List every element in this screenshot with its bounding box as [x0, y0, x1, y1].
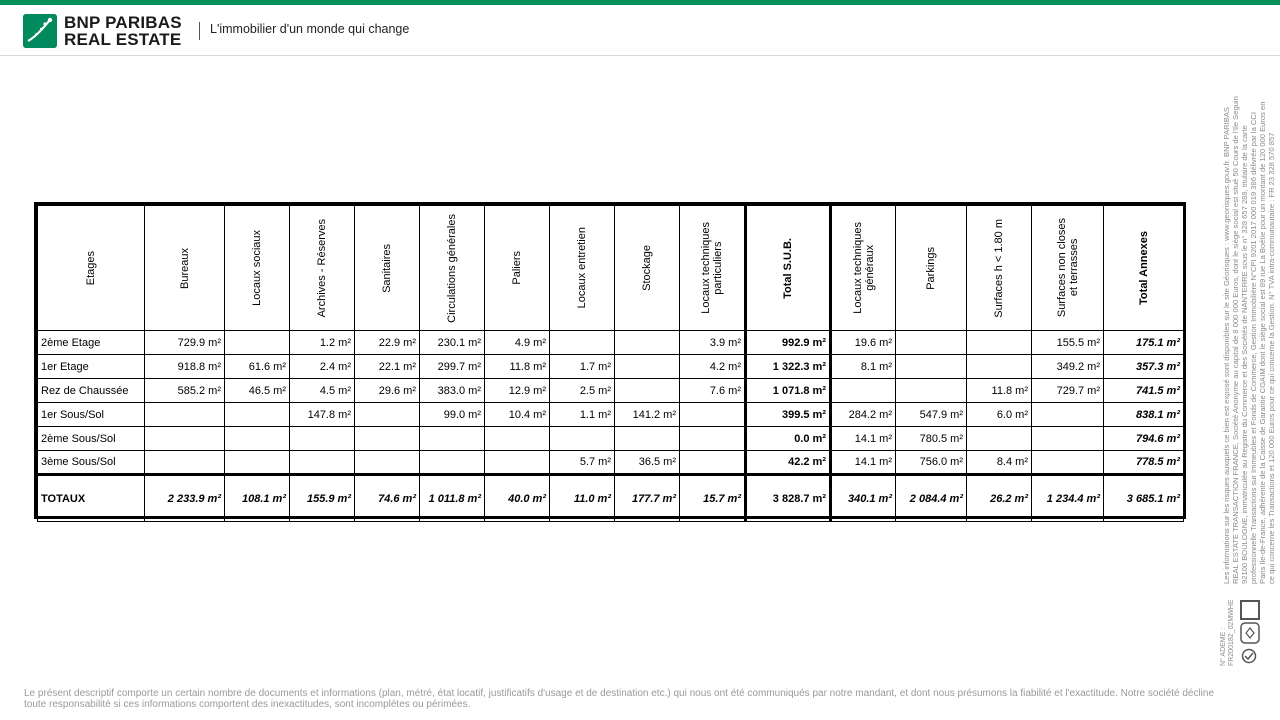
qr-code-icon — [1240, 600, 1260, 620]
table-cell: 756.0 m² — [896, 451, 967, 475]
table-cell: 299.7 m² — [420, 355, 485, 379]
column-header — [38, 206, 145, 331]
column-header-label: Archives - Réserves — [316, 218, 328, 318]
table-cell: 778.5 m² — [1104, 451, 1184, 475]
column-header — [1104, 206, 1184, 331]
table-cell: 780.5 m² — [896, 427, 967, 451]
table-cell: 1 322.3 m² — [746, 355, 831, 379]
table-row — [38, 403, 1184, 427]
table-cell: 729.9 m² — [145, 331, 225, 355]
table-cell — [225, 427, 290, 451]
row-label: 2ème Sous/Sol — [38, 427, 145, 451]
table-row — [38, 427, 1184, 451]
table-cell — [290, 427, 355, 451]
column-header — [831, 206, 896, 331]
column-header-label: Etages — [85, 250, 97, 286]
ademe-number — [1218, 598, 1240, 668]
table-row — [38, 451, 1184, 475]
table-cell: 349.2 m² — [1032, 355, 1104, 379]
table-cell: 383.0 m² — [420, 379, 485, 403]
column-header — [967, 206, 1032, 331]
legal-notice-text: Les informations sur les risques auxquels ce bien est exposé sont disponibles sur le site Géorisques : www.georisques.gouv.fr. BNP PARIBAS REAL ESTATE TRANSACTION FRANCE, Société Anonyme au capital de 8 000 000 Euros, dont le siège social est situé 50 Cours de l'Ile Seguin 92100 BOULOGNE, immatriculée au Registre du Commerce et des Sociétés de NANTERRE sous le n° 328 657 288, titulaire de la carte professionnelle Transactions sur Immeubles et Fonds de Commerce, Gestion Immobilière N°CPI 9201 2017 000 019 386 délivrée par la CCI Paris Ile-de-France, adhérente de la Caisse de Garantie CGAIM dont le siège social est 89 rue La Boétie pour un montant de 120 000 Euros en ce qui concerne les Transactions et 120 000 Euros pour ce qui concerne la Gestion. N° TVA intra-communautaire : FR 23 328 570 857 — [1222, 96, 1276, 584]
totals-cell: 1 011.8 m² — [420, 475, 485, 522]
table-cell: 1.7 m² — [550, 355, 615, 379]
table-cell: 357.3 m² — [1104, 355, 1184, 379]
table-cell: 99.0 m² — [420, 403, 485, 427]
table-cell: 175.1 m² — [1104, 331, 1184, 355]
table-cell: 1 071.8 m² — [746, 379, 831, 403]
table-cell: 918.8 m² — [145, 355, 225, 379]
column-header-label: Stockage — [641, 245, 653, 291]
table-cell — [967, 355, 1032, 379]
table-cell: 1.2 m² — [290, 331, 355, 355]
totals-cell: 26.2 m² — [967, 475, 1032, 522]
row-label: 1er Sous/Sol — [38, 403, 145, 427]
totals-cell: 1 234.4 m² — [1032, 475, 1104, 522]
table-cell: 14.1 m² — [831, 451, 896, 475]
table-cell: 11.8 m² — [967, 379, 1032, 403]
table-cell: 838.1 m² — [1104, 403, 1184, 427]
table-cell: 4.9 m² — [485, 331, 550, 355]
stamp-icon — [1240, 648, 1258, 664]
table-cell: 147.8 m² — [290, 403, 355, 427]
table-cell — [145, 427, 225, 451]
table-cell — [145, 403, 225, 427]
totals-cell: 2 233.9 m² — [145, 475, 225, 522]
table-cell — [225, 403, 290, 427]
table-cell: 10.4 m² — [485, 403, 550, 427]
table-cell — [1032, 403, 1104, 427]
table-cell: 29.6 m² — [355, 379, 420, 403]
surface-table-grid — [37, 205, 1184, 522]
table-cell — [967, 331, 1032, 355]
table-cell: 8.1 m² — [831, 355, 896, 379]
table-cell — [485, 451, 550, 475]
table-cell: 794.6 m² — [1104, 427, 1184, 451]
table-cell: 1.1 m² — [550, 403, 615, 427]
table-cell — [1032, 427, 1104, 451]
table-cell — [225, 451, 290, 475]
table-cell: 230.1 m² — [420, 331, 485, 355]
table-cell: 22.1 m² — [355, 355, 420, 379]
table-cell: 42.2 m² — [746, 451, 831, 475]
column-header — [420, 206, 485, 331]
table-cell — [550, 331, 615, 355]
table-cell: 14.1 m² — [831, 427, 896, 451]
table-cell: 2.5 m² — [550, 379, 615, 403]
totals-cell: 108.1 m² — [225, 475, 290, 522]
table-cell — [355, 451, 420, 475]
table-cell — [896, 379, 967, 403]
brand-name — [64, 14, 182, 48]
header-row — [38, 206, 1184, 331]
totals-cell: 15.7 m² — [680, 475, 746, 522]
table-cell: 12.9 m² — [485, 379, 550, 403]
totals-cell: 2 084.4 m² — [896, 475, 967, 522]
disclaimer: Le présent descriptif comporte un certain nombre de documents et informations (plan, métré, état locatif, justificatifs d'usage et de destination etc.) qui nous ont été communiqués par notre mandant, et dont nous présumons la fiabilité et l'exactitude. Notre société décline toute responsabilité si ces informations comportent des inexactitudes, sont incomplètes ou périmées. — [24, 688, 1215, 710]
table-cell: 6.0 m² — [967, 403, 1032, 427]
column-header — [145, 206, 225, 331]
column-header-label: Locaux sociaux — [251, 230, 263, 306]
brand-line2: REAL ESTATE — [64, 30, 182, 49]
totals-cell: 3 828.7 m² — [746, 475, 831, 522]
row-label: 2ème Etage — [38, 331, 145, 355]
totals-label: TOTAUX — [38, 475, 145, 522]
row-label: 1er Etage — [38, 355, 145, 379]
totals-cell: 177.7 m² — [615, 475, 680, 522]
column-header — [550, 206, 615, 331]
column-header — [615, 206, 680, 331]
column-header-label: Surfaces non closes et terrasses — [1055, 218, 1080, 318]
column-header-label: Sanitaires — [381, 243, 393, 293]
table-cell — [615, 379, 680, 403]
column-header — [680, 206, 746, 331]
table-cell: 741.5 m² — [1104, 379, 1184, 403]
row-label: 3ème Sous/Sol — [38, 451, 145, 475]
column-header-label: Paliers — [511, 251, 523, 285]
table-cell — [290, 451, 355, 475]
bnp-paribas-logo-icon — [23, 14, 57, 48]
column-header — [290, 206, 355, 331]
column-header — [225, 206, 290, 331]
table-cell: 585.2 m² — [145, 379, 225, 403]
column-header-label: Surfaces h < 1.80 m — [993, 218, 1005, 318]
table-cell — [615, 355, 680, 379]
certificate-icon — [1240, 622, 1260, 644]
table-cell — [896, 331, 967, 355]
table-cell — [615, 331, 680, 355]
table-cell: 141.2 m² — [615, 403, 680, 427]
header-separator — [199, 22, 200, 40]
table-cell — [355, 427, 420, 451]
table-cell — [896, 355, 967, 379]
table-cell — [420, 451, 485, 475]
table-cell — [485, 427, 550, 451]
table-cell: 399.5 m² — [746, 403, 831, 427]
column-header-label: Locaux techniques particuliers — [700, 222, 724, 314]
ademe-text: N° ADEME : FR200182_02MWHE — [1220, 599, 1235, 666]
table-cell — [355, 403, 420, 427]
table-cell — [550, 427, 615, 451]
table-row — [38, 355, 1184, 379]
table-cell: 155.5 m² — [1032, 331, 1104, 355]
table-cell: 19.6 m² — [831, 331, 896, 355]
column-header — [355, 206, 420, 331]
totals-cell: 3 685.1 m² — [1104, 475, 1184, 522]
table-cell: 8.4 m² — [967, 451, 1032, 475]
column-header-label: Bureaux — [178, 247, 191, 289]
totals-cell: 40.0 m² — [485, 475, 550, 522]
column-header-label: Locaux techniques généraux — [851, 222, 876, 314]
legal-notice — [1218, 96, 1278, 656]
table-cell: 36.5 m² — [615, 451, 680, 475]
table-cell: 5.7 m² — [550, 451, 615, 475]
table-cell: 4.5 m² — [290, 379, 355, 403]
table-cell: 729.7 m² — [1032, 379, 1104, 403]
page-header — [0, 5, 1280, 56]
table-cell: 0.0 m² — [746, 427, 831, 451]
table-cell — [680, 427, 746, 451]
totals-cell: 74.6 m² — [355, 475, 420, 522]
table-cell: 992.9 m² — [746, 331, 831, 355]
table-cell: 61.6 m² — [225, 355, 290, 379]
column-header — [1032, 206, 1104, 331]
table-cell — [831, 379, 896, 403]
table-cell — [680, 403, 746, 427]
table-cell — [680, 451, 746, 475]
totals-cell: 155.9 m² — [290, 475, 355, 522]
column-header — [746, 206, 831, 331]
table-cell: 11.8 m² — [485, 355, 550, 379]
table-cell: 3.9 m² — [680, 331, 746, 355]
column-header-label: Parkings — [925, 246, 937, 290]
table-cell: 547.9 m² — [896, 403, 967, 427]
column-header — [485, 206, 550, 331]
table-cell: 4.2 m² — [680, 355, 746, 379]
table-row — [38, 379, 1184, 403]
table-cell — [1032, 451, 1104, 475]
totals-cell: 11.0 m² — [550, 475, 615, 522]
brand-line1: BNP PARIBAS — [64, 13, 182, 32]
column-header-label: Total S.U.B. — [782, 237, 794, 299]
row-label: Rez de Chaussée — [38, 379, 145, 403]
column-header — [896, 206, 967, 331]
table-cell: 7.6 m² — [680, 379, 746, 403]
surface-table — [34, 202, 1186, 519]
table-cell: 46.5 m² — [225, 379, 290, 403]
totals-row — [38, 475, 1184, 522]
table-cell — [145, 451, 225, 475]
table-cell: 22.9 m² — [355, 331, 420, 355]
table-cell — [225, 331, 290, 355]
column-header-label: Locaux entretien — [576, 227, 588, 309]
column-header-label: Total Annexes — [1137, 231, 1150, 305]
table-cell: 2.4 m² — [290, 355, 355, 379]
table-cell — [967, 427, 1032, 451]
table-cell — [615, 427, 680, 451]
table-cell — [420, 427, 485, 451]
totals-cell: 340.1 m² — [831, 475, 896, 522]
table-row — [38, 331, 1184, 355]
column-header-label: Circulations générales — [446, 213, 458, 323]
table-cell: 284.2 m² — [831, 403, 896, 427]
tagline: L'immobilier d'un monde qui change — [210, 22, 410, 36]
